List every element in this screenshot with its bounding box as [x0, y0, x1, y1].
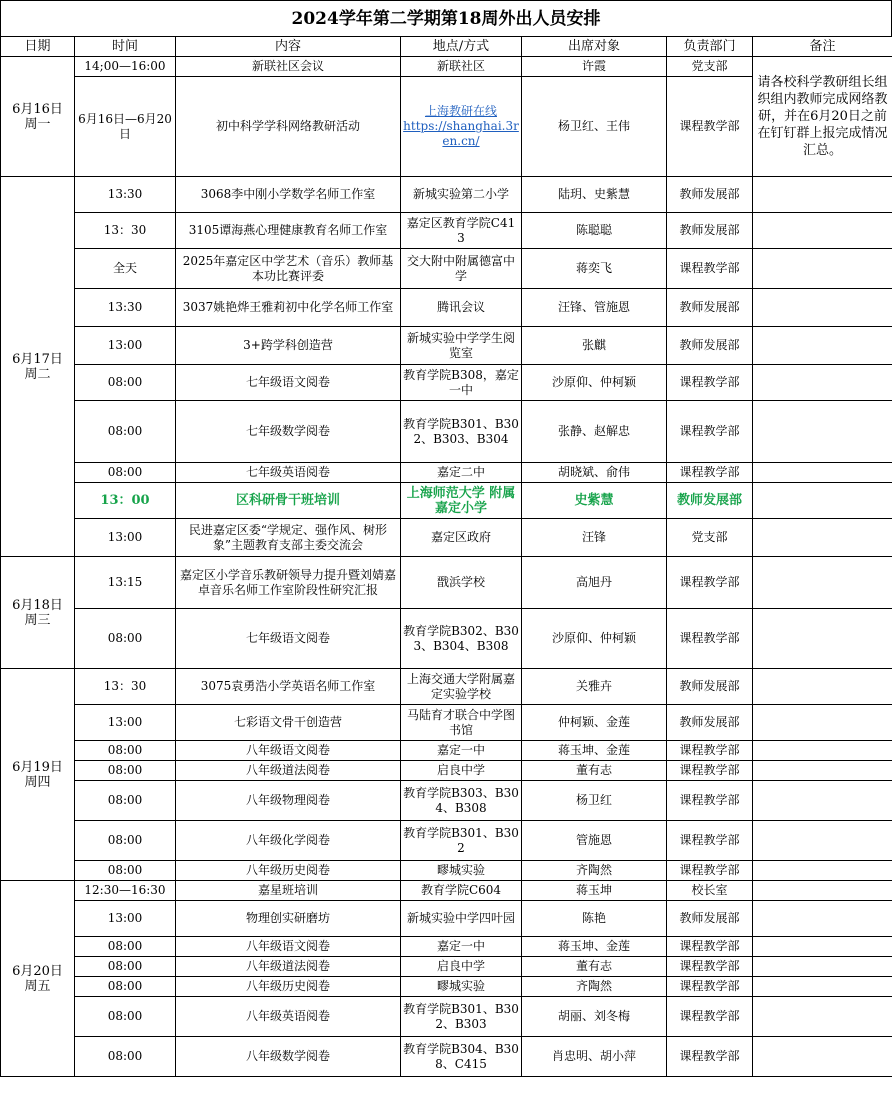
place-cell: 嘉定区教育学院C413 — [401, 213, 522, 249]
content-cell: 八年级道法阅卷 — [176, 761, 401, 781]
dept-cell: 课程教学部 — [667, 609, 753, 669]
table-row — [1, 519, 892, 557]
dept-cell: 党支部 — [667, 519, 753, 557]
place-cell: 交大附中附属德富中学 — [401, 249, 522, 289]
date-cell — [1, 881, 75, 1077]
remark-cell — [753, 609, 892, 669]
place-cell: 疁城实验 — [401, 861, 522, 881]
col-header-remark: 备注 — [753, 37, 892, 57]
place-cell — [401, 77, 522, 177]
schedule-body — [1, 57, 892, 1077]
attendee-cell: 许霞 — [522, 57, 667, 77]
weekday-text: 周一 — [24, 116, 51, 132]
time-cell: 08:00 — [75, 781, 176, 821]
remark-cell — [753, 861, 892, 881]
content-cell: 3105谭海燕心理健康教育名师工作室 — [176, 213, 401, 249]
table-row — [1, 609, 892, 669]
attendee-cell: 沙原仰、仲柯颖 — [522, 365, 667, 401]
col-header-place: 地点/方式 — [401, 37, 522, 57]
attendee-cell: 史紫慧 — [522, 483, 667, 519]
attendee-cell: 蒋奕飞 — [522, 249, 667, 289]
table-row — [1, 557, 892, 609]
remark-cell — [753, 401, 892, 463]
remark-cell — [753, 957, 892, 977]
dept-cell: 课程教学部 — [667, 463, 753, 483]
time-cell: 13:00 — [75, 705, 176, 741]
page-title: 2024学年第二学期第18周外出人员安排 — [0, 0, 892, 36]
remark-cell — [753, 177, 892, 213]
col-header-time: 时间 — [75, 37, 176, 57]
time-cell: 13:30 — [75, 289, 176, 327]
remark-cell — [753, 937, 892, 957]
dept-cell: 教师发展部 — [667, 213, 753, 249]
dept-cell: 课程教学部 — [667, 997, 753, 1037]
attendee-cell: 杨卫红、王伟 — [522, 77, 667, 177]
table-row — [1, 57, 892, 77]
content-cell: 七年级英语阅卷 — [176, 463, 401, 483]
date-text: 6月16日 — [12, 101, 63, 117]
attendee-cell: 杨卫红 — [522, 781, 667, 821]
place-cell: 教育学院B301、B302 — [401, 821, 522, 861]
dept-cell: 教师发展部 — [667, 177, 753, 213]
content-cell: 八年级化学阅卷 — [176, 821, 401, 861]
attendee-cell: 董有志 — [522, 957, 667, 977]
place-cell: 教育学院C604 — [401, 881, 522, 901]
content-cell: 八年级数学阅卷 — [176, 1037, 401, 1077]
time-cell: 13:00 — [75, 519, 176, 557]
time-cell: 13:00 — [75, 901, 176, 937]
remark-cell — [753, 463, 892, 483]
remark-cell — [753, 365, 892, 401]
table-row — [1, 997, 892, 1037]
remark-cell — [753, 1037, 892, 1077]
remark-cell — [753, 901, 892, 937]
table-row — [1, 1037, 892, 1077]
date-text: 6月17日 — [12, 351, 63, 367]
attendee-cell: 仲柯颖、金莲 — [522, 705, 667, 741]
content-cell: 物理创实研磨坊 — [176, 901, 401, 937]
remark-cell — [753, 213, 892, 249]
col-header-dept: 负责部门 — [667, 37, 753, 57]
table-row — [1, 249, 892, 289]
remark-cell — [753, 289, 892, 327]
content-cell: 2025年嘉定区中学艺术（音乐）教师基本功比赛评委 — [176, 249, 401, 289]
dept-cell: 课程教学部 — [667, 249, 753, 289]
attendee-cell: 汪锋、管施恩 — [522, 289, 667, 327]
time-cell: 13：00 — [75, 483, 176, 519]
table-row — [1, 881, 892, 901]
dept-cell: 教师发展部 — [667, 289, 753, 327]
date-text: 6月18日 — [12, 597, 63, 613]
place-cell: 腾讯会议 — [401, 289, 522, 327]
attendee-cell: 蒋玉坤 — [522, 881, 667, 901]
weekday-text: 周四 — [24, 774, 51, 790]
remark-cell — [753, 977, 892, 997]
attendee-cell: 陈艳 — [522, 901, 667, 937]
time-cell: 08:00 — [75, 937, 176, 957]
dept-cell: 课程教学部 — [667, 365, 753, 401]
content-cell: 初中科学学科网络教研活动 — [176, 77, 401, 177]
time-cell: 全天 — [75, 249, 176, 289]
table-row — [1, 177, 892, 213]
table-row — [1, 821, 892, 861]
remark-cell — [753, 483, 892, 519]
table-row — [1, 327, 892, 365]
content-cell: 3068李中刚小学数学名师工作室 — [176, 177, 401, 213]
schedule-table — [0, 36, 892, 1077]
table-row — [1, 705, 892, 741]
time-cell: 12:30—16:30 — [75, 881, 176, 901]
table-row — [1, 861, 892, 881]
place-cell: 教育学院B302、B303、B304、B308 — [401, 609, 522, 669]
place-cell: 上海交通大学附属嘉定实验学校 — [401, 669, 522, 705]
content-cell: 七年级语文阅卷 — [176, 609, 401, 669]
url-link[interactable]: https://shanghai.3ren.cn/ — [403, 119, 519, 148]
content-cell: 七年级数学阅卷 — [176, 401, 401, 463]
place-cell: 疁城实验 — [401, 977, 522, 997]
col-header-content: 内容 — [176, 37, 401, 57]
remark-cell — [753, 781, 892, 821]
place-cell: 嘉定一中 — [401, 741, 522, 761]
place-cell: 嘉定一中 — [401, 937, 522, 957]
dept-cell: 课程教学部 — [667, 957, 753, 977]
time-cell: 08:00 — [75, 821, 176, 861]
dept-cell: 课程教学部 — [667, 977, 753, 997]
col-header-attendee: 出席对象 — [522, 37, 667, 57]
time-cell: 08:00 — [75, 741, 176, 761]
dept-cell: 课程教学部 — [667, 761, 753, 781]
place-cell: 启良中学 — [401, 761, 522, 781]
time-cell: 08:00 — [75, 761, 176, 781]
table-row — [1, 289, 892, 327]
table-row — [1, 957, 892, 977]
date-text: 6月19日 — [12, 759, 63, 775]
dept-cell: 党支部 — [667, 57, 753, 77]
dept-cell: 教师发展部 — [667, 327, 753, 365]
dept-cell: 课程教学部 — [667, 781, 753, 821]
place-cell: 教育学院B301、B302、B303 — [401, 997, 522, 1037]
content-cell: 八年级历史阅卷 — [176, 977, 401, 997]
place-cell: 新联社区 — [401, 57, 522, 77]
place-cell: 嘉定区政府 — [401, 519, 522, 557]
remark-cell — [753, 821, 892, 861]
content-cell: 七年级语文阅卷 — [176, 365, 401, 401]
attendee-cell: 蒋玉坤、金莲 — [522, 741, 667, 761]
place-cell: 马陆育才联合中学图书馆 — [401, 705, 522, 741]
attendee-cell: 肖忠明、胡小萍 — [522, 1037, 667, 1077]
header-row — [1, 37, 892, 57]
place-link[interactable]: 上海教研在线 — [424, 104, 497, 118]
remark-cell — [753, 705, 892, 741]
attendee-cell: 张静、赵解忠 — [522, 401, 667, 463]
dept-cell: 课程教学部 — [667, 1037, 753, 1077]
time-cell: 13：30 — [75, 213, 176, 249]
remark-cell — [753, 997, 892, 1037]
remark-cell — [753, 669, 892, 705]
place-cell: 上海师范大学 附属嘉定小学 — [401, 483, 522, 519]
dept-cell: 课程教学部 — [667, 937, 753, 957]
attendee-cell: 蒋玉坤、金莲 — [522, 937, 667, 957]
table-row — [1, 213, 892, 249]
table-row — [1, 901, 892, 937]
date-cell — [1, 669, 75, 881]
place-cell: 新城实验第二小学 — [401, 177, 522, 213]
place-cell: 教育学院B303、B304、B308 — [401, 781, 522, 821]
content-cell: 3+跨学科创造营 — [176, 327, 401, 365]
table-row — [1, 937, 892, 957]
content-cell: 八年级历史阅卷 — [176, 861, 401, 881]
place-cell: 戬浜学校 — [401, 557, 522, 609]
content-cell: 八年级语文阅卷 — [176, 937, 401, 957]
place-cell: 教育学院B308，嘉定一中 — [401, 365, 522, 401]
remark-cell — [753, 327, 892, 365]
content-cell: 区科研骨干班培训 — [176, 483, 401, 519]
remark-cell — [753, 249, 892, 289]
time-cell: 08:00 — [75, 401, 176, 463]
attendee-cell: 张麒 — [522, 327, 667, 365]
time-cell: 08:00 — [75, 463, 176, 483]
table-row — [1, 761, 892, 781]
remark-cell — [753, 741, 892, 761]
place-cell: 新城实验中学学生阅览室 — [401, 327, 522, 365]
content-cell: 八年级语文阅卷 — [176, 741, 401, 761]
dept-cell: 教师发展部 — [667, 669, 753, 705]
table-row — [1, 977, 892, 997]
time-cell: 08:00 — [75, 997, 176, 1037]
table-row — [1, 483, 892, 519]
remark-cell — [753, 761, 892, 781]
attendee-cell: 陈聪聪 — [522, 213, 667, 249]
place-cell: 启良中学 — [401, 957, 522, 977]
attendee-cell: 汪锋 — [522, 519, 667, 557]
time-cell: 08:00 — [75, 977, 176, 997]
content-cell: 嘉星班培训 — [176, 881, 401, 901]
dept-cell: 课程教学部 — [667, 557, 753, 609]
dept-cell: 教师发展部 — [667, 483, 753, 519]
content-cell: 民进嘉定区委“学规定、强作风、树形象”主题教育支部主委交流会 — [176, 519, 401, 557]
remark-cell: 请各校科学教研组长组织组内教师完成网络教研，并在6月20日之前在钉钉群上报完成情况汇总。 — [753, 57, 892, 177]
dept-cell: 课程教学部 — [667, 861, 753, 881]
time-cell: 13：30 — [75, 669, 176, 705]
remark-cell — [753, 881, 892, 901]
attendee-cell: 陆玥、史紫慧 — [522, 177, 667, 213]
col-header-date: 日期 — [1, 37, 75, 57]
content-cell: 3075袁勇浩小学英语名师工作室 — [176, 669, 401, 705]
place-cell: 教育学院B304、B308、C415 — [401, 1037, 522, 1077]
table-row — [1, 401, 892, 463]
content-cell: 3037姚艳烨王雅莉初中化学名师工作室 — [176, 289, 401, 327]
time-cell: 08:00 — [75, 609, 176, 669]
content-cell: 八年级英语阅卷 — [176, 997, 401, 1037]
remark-cell — [753, 519, 892, 557]
place-cell: 教育学院B301、B302、B303、B304 — [401, 401, 522, 463]
time-cell: 14;00—16:00 — [75, 57, 176, 77]
table-row — [1, 669, 892, 705]
date-text: 6月20日 — [12, 963, 63, 979]
dept-cell: 课程教学部 — [667, 77, 753, 177]
attendee-cell: 高旭丹 — [522, 557, 667, 609]
weekday-text: 周二 — [24, 366, 51, 382]
remark-cell — [753, 557, 892, 609]
date-cell — [1, 557, 75, 669]
content-cell: 八年级物理阅卷 — [176, 781, 401, 821]
attendee-cell: 管施恩 — [522, 821, 667, 861]
attendee-cell: 齐陶然 — [522, 861, 667, 881]
date-cell — [1, 57, 75, 177]
time-cell: 08:00 — [75, 365, 176, 401]
dept-cell: 课程教学部 — [667, 401, 753, 463]
attendee-cell: 胡丽、刘冬梅 — [522, 997, 667, 1037]
weekday-text: 周三 — [24, 612, 51, 628]
place-cell: 嘉定二中 — [401, 463, 522, 483]
time-cell: 13:00 — [75, 327, 176, 365]
time-cell: 13:15 — [75, 557, 176, 609]
dept-cell: 教师发展部 — [667, 705, 753, 741]
attendee-cell: 齐陶然 — [522, 977, 667, 997]
attendee-cell: 沙原仰、仲柯颖 — [522, 609, 667, 669]
dept-cell: 课程教学部 — [667, 821, 753, 861]
table-row — [1, 781, 892, 821]
table-row — [1, 365, 892, 401]
time-cell: 6月16日—6月20日 — [75, 77, 176, 177]
attendee-cell: 关雅卉 — [522, 669, 667, 705]
table-row — [1, 463, 892, 483]
content-cell: 七彩语文骨干创造营 — [176, 705, 401, 741]
date-cell — [1, 177, 75, 557]
dept-cell: 课程教学部 — [667, 741, 753, 761]
place-cell: 新城实验中学四叶园 — [401, 901, 522, 937]
dept-cell: 教师发展部 — [667, 901, 753, 937]
time-cell: 13:30 — [75, 177, 176, 213]
attendee-cell: 董有志 — [522, 761, 667, 781]
time-cell: 08:00 — [75, 957, 176, 977]
content-cell: 八年级道法阅卷 — [176, 957, 401, 977]
time-cell: 08:00 — [75, 1037, 176, 1077]
content-cell: 新联社区会议 — [176, 57, 401, 77]
weekday-text: 周五 — [24, 978, 51, 994]
attendee-cell: 胡晓斌、俞伟 — [522, 463, 667, 483]
table-row — [1, 741, 892, 761]
time-cell: 08:00 — [75, 861, 176, 881]
content-cell: 嘉定区小学音乐教研领导力提升暨刘婧嘉卓音乐名师工作室阶段性研究汇报 — [176, 557, 401, 609]
dept-cell: 校长室 — [667, 881, 753, 901]
